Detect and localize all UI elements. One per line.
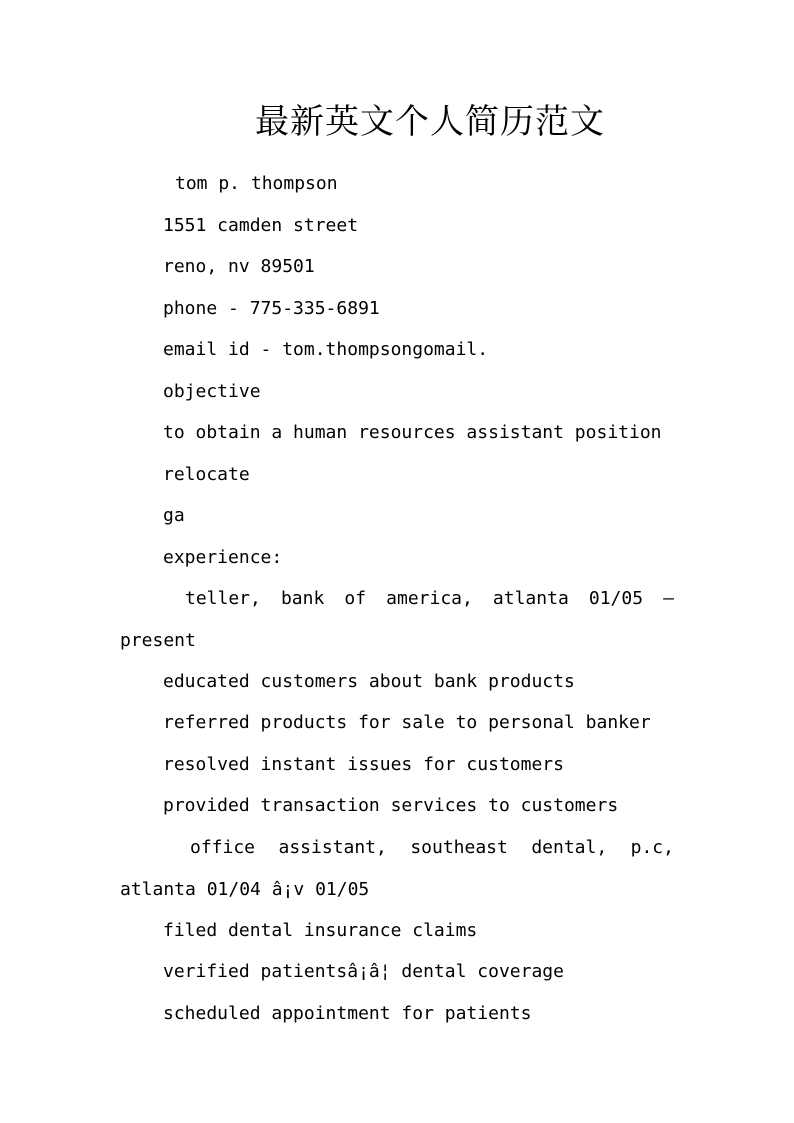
job2-word: dental, <box>531 837 608 858</box>
objective-location: ga <box>163 505 185 526</box>
job2-word: assistant, <box>278 837 387 858</box>
job1-word: – <box>663 588 674 609</box>
job1-title-continuation: present <box>120 630 196 651</box>
job1-word: of <box>344 588 367 609</box>
job1-duty: provided transaction services to customers <box>163 795 619 816</box>
applicant-name: tom p. thompson <box>175 173 338 194</box>
job2-duty: scheduled appointment for patients <box>163 1003 532 1024</box>
street-address: 1551 camden street <box>163 215 359 236</box>
job2-title-words <box>120 836 674 860</box>
objective-heading: objective <box>163 381 261 402</box>
job2-title-continuation: atlanta 01/04 â¡v 01/05 <box>120 879 370 900</box>
city-state-zip: reno, nv 89501 <box>163 256 315 277</box>
job2-title-line <box>120 836 674 900</box>
job1-duty: referred products for sale to personal banker <box>163 712 651 733</box>
experience-heading: experience: <box>163 547 283 568</box>
job2-word: office <box>190 837 256 858</box>
phone-line: phone - 775-335-6891 <box>163 298 380 319</box>
job2-word: p.c, <box>630 837 674 858</box>
job2-word: southeast <box>410 837 508 858</box>
page-title: 最新英文个人简历范文 <box>255 102 605 142</box>
job1-title-line <box>120 587 674 651</box>
job1-word: america, <box>386 588 473 609</box>
email-line: email id - tom.thompsongomail. <box>163 339 489 360</box>
job1-word: 01/05 <box>588 588 644 609</box>
job2-duty: filed dental insurance claims <box>163 920 478 941</box>
job1-duty: resolved instant issues for customers <box>163 754 564 775</box>
job1-word: teller, <box>185 588 261 609</box>
objective-text: to obtain a human resources assistant position <box>163 422 662 443</box>
job1-title-words <box>120 587 674 611</box>
job2-duty: verified patientsâ¡â¦ dental coverage <box>163 961 564 982</box>
job1-word: bank <box>280 588 325 609</box>
job1-word: atlanta <box>492 588 569 609</box>
objective-relocate: relocate <box>163 464 250 485</box>
job1-duty: educated customers about bank products <box>163 671 575 692</box>
